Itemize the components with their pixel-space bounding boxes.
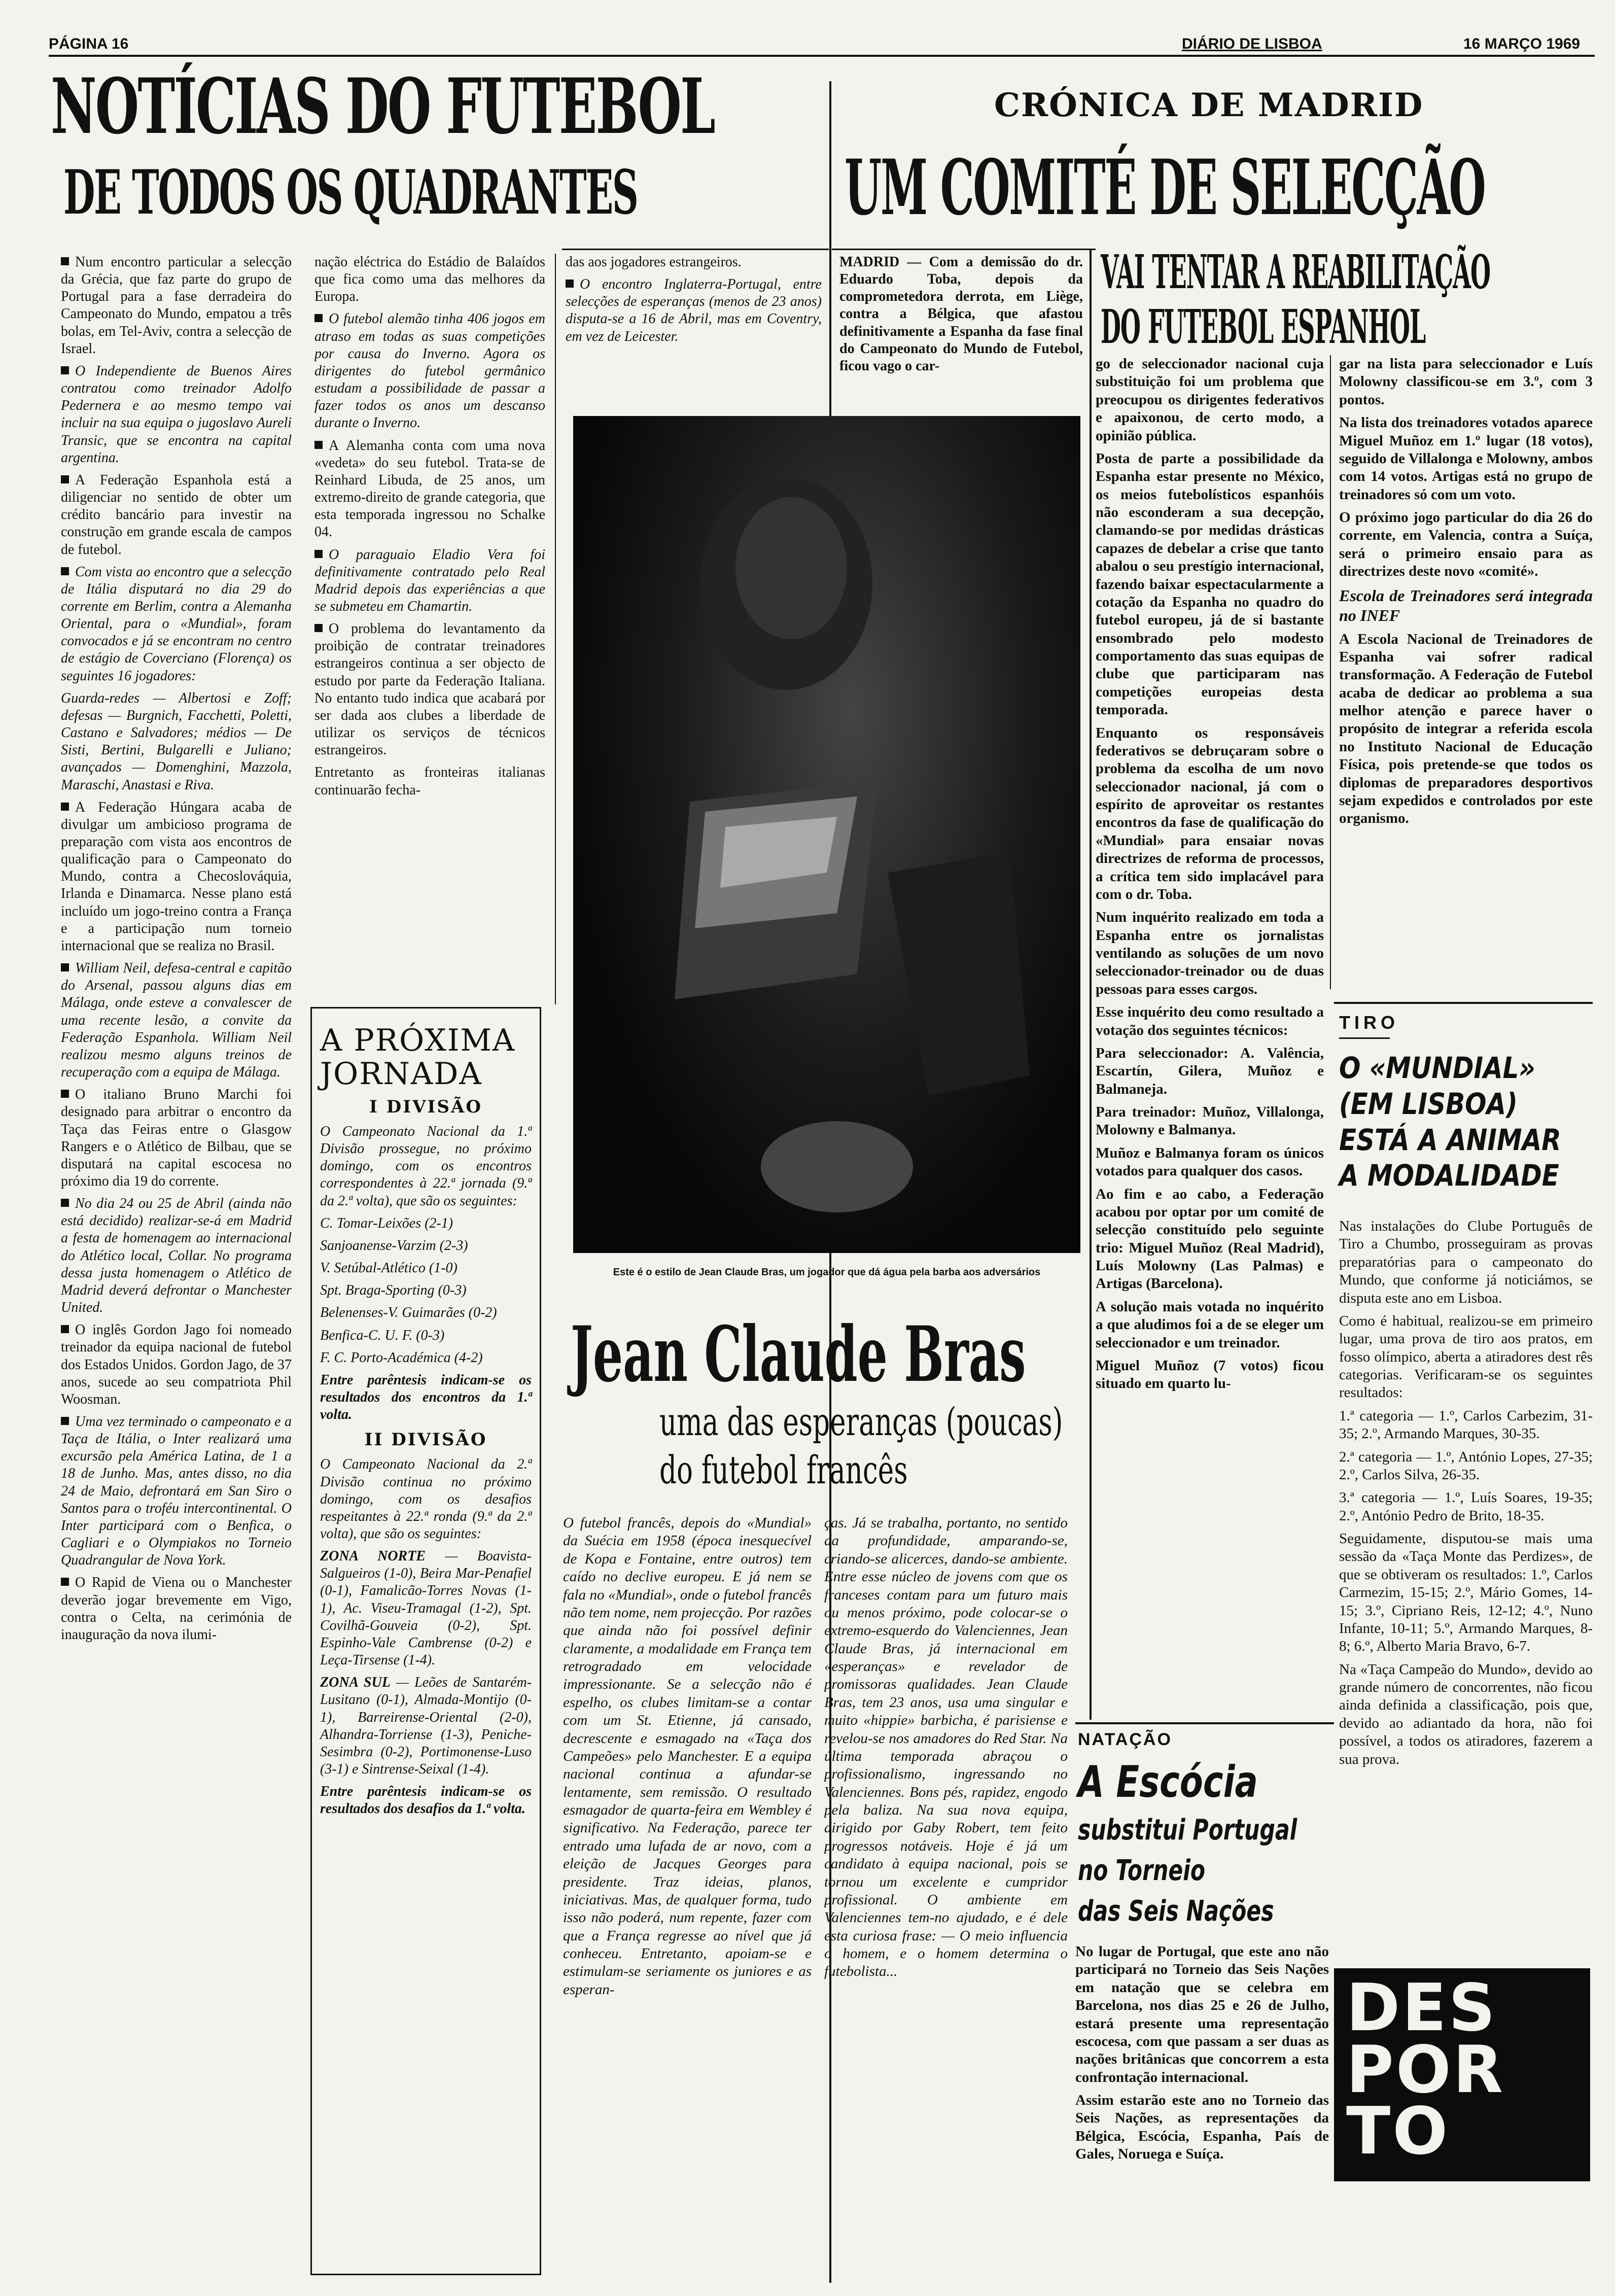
bullet-icon <box>61 963 69 971</box>
bullet-icon <box>61 257 69 265</box>
tiro-article <box>1339 1217 1593 1953</box>
tiro-paragraph: Como é habitual, realizou-se em primeiro lugar, uma prova de tiro aos pratos, em fosso olímpico, aberta a atiradores dest rês categorias. Verificaram-se os seguintes resultados: <box>1339 1312 1593 1401</box>
page-number: PÁGINA 16 <box>49 36 129 52</box>
division-2-label: II DIVISÃO <box>364 1430 487 1450</box>
brief-item: O italiano Bruno Marchi foi designado para arbitrar o encontro da Taça das Feiras entre o Glasgow Rangers e o Atlético de Bilbau, que se disputará na capital escocesa no próximo dia 19 do corrente. <box>61 1087 292 1189</box>
madrid-paragraph: Posta de parte a possibilidade da Espanha estar presente no México, os meios futebolísticos espanhóis não esconderam a sua decepção, clamando-se por medidas drásticas capazes de debelar a crise que tanto abalou o seu prestígio internacional, fazendo baixar espectacularmente a cotação da Espanha no quadro do futebol europeu, já de si bastante ensombrado pelo modesto comportamento das suas equipas de clube que participaram nas competições europeias desta temporada. <box>1096 450 1324 718</box>
madrid-headline: UM COMITÉ DE SELECÇÃO <box>845 143 1485 232</box>
bras-paragraph: ças. Já se trabalha, portanto, no sentido da profundidade, amparando-se, criando-se alicerces, dando-se ambiente. Entre esse núcleo de jovens com que os franceses contam para um futuro mais ou menos próximo, pode colocar-se o extremo-esquerdo do Valenciennes, Jean Claude Bras, já internacional em «esperanças» e revelador de promissoras qualidades. Jean Claude Bras, tem 23 anos, usa uma singular e muito «hippie» barbicha, é parisiense e revelou-se nos amadores do Red Star. Na última temporada abraçou o profissionalismo, ingressando no Valenciennes. Bons pés, rapidez, engodo pela baliza. Na sua nova equipa, dirigido por Gaby Robert, tem feito progressos notáveis. Hoje é já um candidato à equipa nacional, pois se tornou um excelente e cumpridor profissional. O ambiente em Valenciennes tem-no ajudado, e é dele esta curiosa frase: — O meio influencia o homem, e o homem determina o futebolista... <box>824 1515 1068 1980</box>
madrid-article-col1 <box>1096 355 1324 1699</box>
fixture: F. C. Porto-Académica (4-2) <box>320 1349 483 1366</box>
brief-item: O problema do levantamento da proibição de contratar treinadores estrangeiros continua a ser objecto de estudo por parte da Federação Italiana. No entanto tudo indica que acabará por ser dada aos clubes a liberdade de utilizar os serviços de técnicos estrangeiros. <box>314 621 545 758</box>
brief-item: William Neil, defesa-central e capitão do Arsenal, passou alguns dias em Málaga, onde esteve a convalescer de uma recente lesão, a convite da Federação Espanhola. William Neil realizou mesmo alguns treinos de recuperação com a equipa de Málaga. <box>61 960 292 1081</box>
brief-item: O Independiente de Buenos Aires contratou como treinador Adolfo Pedernera e ao mesmo tempo vai incluir na sua equipa o jugoslavo Aureli Transic, que se encontra na capital argentina. <box>61 363 292 466</box>
bras-subhead-2: do futebol francês <box>659 1447 908 1492</box>
natacao-headline-2: substitui Portugal <box>1078 1814 1297 1847</box>
briefs-column-1 <box>61 254 292 2278</box>
madrid-paragraph: gar na lista para seleccionador e Luís Molowny classificou-se em 3.º, com 3 pontos. <box>1339 356 1593 408</box>
zone-north-fixtures: — Boavista-Salgueiros (1-0), Beira Mar-Penafiel (0-1), Famalicão-Torres Novas (1-1), Ac. Viseu-Tramagal (1-2), Spt. Covilhã-Gouveia (0-2), Spt. Espinho-Vale Cambrense (0-2) e Leça-Tirsense (1-4). <box>320 1548 532 1668</box>
natacao-headline-4: das Seis Nações <box>1078 1895 1274 1928</box>
madrid-intro <box>839 254 1083 406</box>
brief-item: Num encontro particular a selecção da Grécia, que faz parte do grupo de Portugal para a fase derradeira do Campeonato do Mundo, empatou a três bolas, em Tel-Aviv, contra a selecção de Israel. <box>61 254 292 357</box>
brief-item: das aos jogadores estrangeiros. <box>566 254 742 270</box>
division-2-intro: O Campeonato Nacional da 2.ª Divisão continua no próximo domingo, com os desafios respeitantes à 22.ª ronda (9.ª da 2.ª volta), que são os seguintes: <box>320 1456 532 1542</box>
brief-item: O Rapid de Viena ou o Manchester deverão jogar brevemente em Vigo, contra o Celta, na cerimónia de inauguração da nova ilumi- <box>61 1575 292 1643</box>
fixture: Sanjoanense-Varzim (2-3) <box>320 1237 468 1254</box>
bullet-icon <box>61 803 69 811</box>
fixture: V. Setúbal-Atlético (1-0) <box>320 1260 458 1276</box>
natacao-headline-1: A Escócia <box>1078 1757 1258 1807</box>
bullet-icon <box>314 441 323 449</box>
brief-item: A Federação Espanhola está a diligenciar no sentido de obter um crédito bancário para investir na construção em grande escala de campos de futebol. <box>61 472 292 558</box>
brief-item: O inglês Gordon Jago foi nomeado treinador da equipa nacional de futebol dos Estados Unidos. Gordon Jago, de 37 anos, sucede ao seu compatriota Phil Woosman. <box>61 1322 292 1407</box>
madrid-subheading: Escola de Treinadores será integrada no INEF <box>1339 586 1593 624</box>
results-note: Entre parêntesis indicam-se os resultados dos desafios da 1.ª volta. <box>320 1784 532 1817</box>
natacao-headline-3: no Torneio <box>1078 1854 1206 1887</box>
division-1-content <box>320 1123 532 1423</box>
madrid-paragraph: A Escola Nacional de Treinadores de Espanha vai sofrer radical transformação. A Federação de Futebol acaba de dedicar ao problema a sua melhor atenção e parece haver o propósito de integrar a referida escola no Instituto Nacional de Educação Física, pois pretende-se que todos os diplomas de preparadores desportivos sejam expedidos e controlados por este organismo. <box>1339 631 1593 827</box>
zone-south-label: ZONA SUL <box>320 1675 391 1691</box>
bullet-icon <box>314 314 323 322</box>
fixture: C. Tomar-Leixões (2-1) <box>320 1215 453 1231</box>
results-note: Entre parêntesis indicam-se os resultados dos encontros da 1.ª volta. <box>320 1372 532 1423</box>
tiro-paragraph: 2.ª categoria — 1.º, António Lopes, 27-35; 2.º, Carlos Silva, 26-35. <box>1339 1448 1593 1483</box>
fixture: Spt. Braga-Sporting (0-3) <box>320 1282 467 1299</box>
madrid-paragraph: Para seleccionador: A. Valência, Escartín, Gilera, Muñoz e Balmaneja. <box>1096 1045 1324 1097</box>
brief-item: O encontro Inglaterra-Portugal, entre selecções de esperanças (menos de 23 anos) disputa-se a 16 de Abril, mas em Coventry, em vez de Leicester. <box>566 276 822 344</box>
natacao-article <box>1075 1943 1329 2278</box>
bras-article-col1 <box>563 1514 812 2275</box>
label-underline <box>1339 1037 1390 1039</box>
madrid-paragraph: Enquanto os responsáveis federativos se debruçaram sobre o problema da escolha de um novo seleccionador nacional, já com o espírito de aproveitar os restantes encontros da fase de qualificação do «Mundial» para ensaiar novas directrizes de reforma de processos, a crítica tem sido implacável para com o dr. Toba. <box>1096 724 1324 902</box>
newspaper-name: DIÁRIO DE LISBOA <box>1182 36 1322 52</box>
brief-item: nação eléctrica do Estádio de Balaídos que fica como uma das melhores da Europa. <box>314 254 545 305</box>
brief-item: A Federação Húngara acaba de divulgar um ambicioso programa de preparação com vista aos encontros de qualificação para o Campeonato do Mundo, contra a Checoslováquia, Irlanda e Dinamarca. Nesse plano está incluído um jogo-treino contra a França e a participação num torneio internacional que se realiza no Brasil. <box>61 799 292 954</box>
natacao-paragraph: Assim estarão este ano no Torneio das Seis Nações, as representações da Bélgica, Escócia, Espanha, País de Gales, Noruega e Suíça. <box>1075 2092 1329 2163</box>
bras-headline: Jean Claude Bras <box>571 1310 1026 1399</box>
column-divider <box>1330 355 1331 989</box>
briefs-column-3 <box>566 254 822 406</box>
brief-item: Guarda-redes — Albertosi e Zoff; defesas — Burgnich, Facchetti, Poletti, Castano e Salvadores; médios — De Sisti, Bertini, Bulgarelli e Juliano; avançados — Domenghini, Mazzola, Maraschi, Anastasi e Riva. <box>61 690 292 793</box>
brief-item: Uma vez terminado o campeonato e a Taça de Itália, o Inter realizará uma excursão pela América Latina, de 1 a 18 de Junho. Mas, antes disso, no dia 24 de Maio, defrontará em San Siro o Santos para o troféu intercontinental. O Inter participará com o Benfica, o Cagliari e o Olympiakos no Torneio Quadrangular de Nova York. <box>61 1414 292 1569</box>
madrid-subhead-1: VAI TENTAR A REABILITAÇÃO <box>1101 245 1491 299</box>
madrid-paragraph: Para treinador: Muñoz, Villalonga, Molowny e Balmanya. <box>1096 1104 1324 1138</box>
division-2-content <box>320 1456 532 1818</box>
natacao-paragraph: No lugar de Portugal, que este ano não participará no Torneio das Seis Nações em natação que se celebra em Barcelona, nos dias 25 e 26 de Julho, estará presente uma representação escocesa, com que passam a ser duas as nações britânicas que concorrem a esta confrontação internacional. <box>1075 1943 1329 2085</box>
brief-item: Com vista ao encontro que a selecção de Itália disputará no dia 29 do corrente em Berlim, contra a Alemanha Oriental, para o «Mundial», foram convocados e já se encontram no centro de estágio de Coverciano (Florença) os seguintes 16 jogadores: <box>61 564 292 684</box>
bullet-icon <box>566 280 574 288</box>
madrid-paragraph: O próximo jogo particular do dia 26 do corrente, em Valencia, contra a Suíça, será o primeiro ensaio para as directrizes deste novo «comité». <box>1339 509 1593 580</box>
section-rule <box>1075 1722 1334 1724</box>
bullet-icon <box>61 1417 69 1425</box>
bullet-icon <box>61 1090 69 1098</box>
section-rule <box>832 249 1096 250</box>
bras-article-col2 <box>824 1514 1068 2275</box>
madrid-paragraph: Num inquérito realizado em toda a Espanha entre os jornalistas ventilando as soluções de um novo seleccionador-treinador ou de duas pessoas para esses cargos. <box>1096 909 1324 997</box>
fixture: Benfica-C. U. F. (0-3) <box>320 1327 445 1343</box>
bullet-icon <box>61 475 69 483</box>
section-rule <box>562 249 829 250</box>
bras-subhead-1: uma das esperanças (poucas) <box>659 1399 1063 1444</box>
bullet-icon <box>314 624 323 632</box>
player-photo-illustration <box>573 416 1080 1253</box>
column-divider <box>555 254 556 1004</box>
madrid-paragraph: go de seleccionador nacional cuja substituição foi um problema que preocupou os dirigentes federativos e apaixonou, de certo modo, a opinião pública. <box>1096 356 1324 444</box>
badge-line: POR <box>1346 2032 1505 2108</box>
madrid-paragraph: Miguel Muñoz (7 votos) ficou situado em quarto lu- <box>1096 1357 1324 1392</box>
tiro-paragraph: Seguidamente, disputou-se mais uma sessão da «Taça Monte das Perdizes», de que se obtiveram os resultados: 1.º, Carlos Carmezim, 15-15; 2.º, Mário Gomes, 14-15; 3.º, Cipriano Reis, 12-12; 4.º, Nuno Infante, 10-11; 5.º, Armando Marques, 8-8; 6.º, Alberto Maria Bravo, 6-7. <box>1339 1530 1593 1655</box>
jean-claude-bras-photo <box>573 416 1080 1253</box>
bullet-icon <box>61 366 69 374</box>
madrid-kicker: CRÓNICA DE MADRID <box>994 86 1424 124</box>
madrid-paragraph: A solução mais votada no inquérito a que aludimos foi a de se eleger um seleccionador e um treinador. <box>1096 1298 1324 1351</box>
madrid-paragraph: Muñoz e Balmanya foram os únicos votados para qualquer dos casos. <box>1096 1144 1324 1179</box>
briefs-column-2 <box>314 254 545 999</box>
left-title-line2: DE TODOS OS QUADRANTES <box>63 157 638 228</box>
bullet-icon <box>61 1325 69 1333</box>
photo-caption: Este é o estilo de Jean Claude Bras, um jogador que dá água pela barba aos adversários <box>613 1267 1041 1278</box>
badge-line: DES <box>1346 1970 1497 2046</box>
brief-item: O futebol alemão tinha 406 jogos em atraso em todas as suas competições por causa do Inverno. Agora os dirigentes do futebol germânico estudam a possibilidade de passar a fazer todos os anos um descanso durante o Inverno. <box>314 311 545 431</box>
tiro-paragraph: 1.ª categoria — 1.º, Carlos Carbezim, 31-35; 2.º, Armando Marques, 30-35. <box>1339 1407 1593 1442</box>
madrid-subhead-2: DO FUTEBOL ESPANHOL <box>1101 299 1426 354</box>
tiro-paragraph: Nas instalações do Clube Português de Tiro a Chumbo, prosseguiram as provas preparatórias para o campeonato do Mundo, que conforme já noticiámos, se disputa este ano em Lisboa. <box>1339 1218 1593 1306</box>
bullet-icon <box>61 567 69 575</box>
desporto-section-badge <box>1334 1968 1590 2181</box>
next-round-title: A PRÓXIMA JORNADA <box>320 1023 516 1092</box>
tiro-paragraph: 3.ª categoria — 1.º, Luís Soares, 19-35; 2.º, António Pedro de Brito, 18-35. <box>1339 1489 1593 1524</box>
brief-item: No dia 24 ou 25 de Abril (ainda não está decidido) realizar-se-á em Madrid a festa de homenagem ao internacional do Atlético local, Collar. No programa dessa justa homenagem o Atlético de Madrid deverá defrontar o Manchester United. <box>61 1196 292 1316</box>
next-round-box <box>310 1007 541 2275</box>
badge-line: TO <box>1346 2094 1450 2170</box>
column-divider <box>1090 249 1092 1720</box>
left-title-line1: NOTÍCIAS DO FUTEBOL <box>51 62 715 151</box>
madrid-lead: MADRID — Com a demissão do dr. Eduardo Toba, depois da comprometedora derrota, em Liège, contra a Bélgica, que afastou definitivamente a Espanha da fase final do Campeonato do Mundo de Futebol, ficou vago o car- <box>839 254 1083 374</box>
madrid-article-col2 <box>1339 355 1593 989</box>
brief-item: Entretanto as fronteiras italianas continuarão fecha- <box>314 764 545 798</box>
zone-south-fixtures: — Leões de Santarém-Lusitano (0-1), Almada-Montijo (0-1), Barreirense-Oriental (2-0), Alhandra-Torriense (1-3), Peniche-Sesimbra (0-2), Portimonense-Luso (3-1) e Sintrense-Seixal (1-4). <box>320 1675 532 1777</box>
madrid-paragraph: Na lista dos treinadores votados aparece Miguel Muñoz em 1.º lugar (18 votos), seguido de Villalonga e Molowny, ambos com 14 votos. Artigas está no grupo de treinadores só com um voto. <box>1339 414 1593 503</box>
section-rule <box>1334 1002 1593 1004</box>
bras-paragraph: O futebol francês, depois do «Mundial» da Suécia em 1958 (época inesquecível de Kopa e Fontaine, entre outros) tem caído no declive europeu. E já nem se fala no «Mundial», onde o futebol francês não tem nome, nem projecção. Por razões que ainda não foi possível definir claramente, a modalidade em França tem retrogradado em velocidade impressionante. Se a selecção não é espelho, os clubes limitam-se a contar com um St. Etienne, já cansado, decrescente e esmagado na «Taça dos Campeões» pelo Manchester. E a equipa nacional continua a afundar-se lentamente, sem remissão. O resultado esmagador de quarta-feira em Wembley é significativo. Na Federação, parece ter entrado uma lufada de ar novo, com a eleição de Jacques Georges para presidente. Traz ideias, planos, iniciativas. Mas, de qualquer forma, tudo isso não poderá, num repente, fazer com que a França regresse ao nível que já conheceu. Entretanto, apoiam-se e estimulam-se seriamente os juniores e as esperan- <box>563 1515 812 1998</box>
bullet-icon <box>314 550 323 558</box>
tiro-paragraph: Na «Taça Campeão do Mundo», devido ao grande número de concorrentes, não ficou ainda definida a classificação, pois que, devido ao adiantado da hora, não foi possível, a todos os atiradores, fazerem a sua prova. <box>1339 1661 1593 1767</box>
bullet-icon <box>61 1199 69 1207</box>
fixture: Belenenses-V. Guimarães (0-2) <box>320 1305 497 1321</box>
bullet-icon <box>61 1578 69 1586</box>
madrid-paragraph: Esse inquérito deu como resultado a votação dos seguintes técnicos: <box>1096 1004 1324 1038</box>
natacao-label: NATAÇÃO <box>1078 1730 1172 1749</box>
header-rule <box>49 55 1595 57</box>
tiro-headline: O «MUNDIAL» (EM LISBOA) ESTÁ A ANIMAR A MODALIDADE <box>1339 1051 1561 1193</box>
zone-north-label: ZONA NORTE <box>320 1548 426 1564</box>
division-1-intro: O Campeonato Nacional da 1.ª Divisão prossegue, no próximo domingo, com os encontros correspondentes à 22.ª jornada (9.ª da 2.ª volta), que são os seguintes: <box>320 1124 532 1209</box>
brief-item: O paraguaio Eladio Vera foi definitivamente contratado pelo Real Madrid depois das experiências a que se submeteu em Chamartin. <box>314 546 545 614</box>
tiro-label: TIRO <box>1339 1012 1399 1033</box>
madrid-paragraph: Ao fim e ao cabo, a Federação acabou por optar por um comité de selecção constituído pelo seguinte trio: Miguel Muñoz (Real Madrid), Luís Molowny (Las Palmas) e Artigas (Barcelona). <box>1096 1186 1324 1292</box>
issue-date: 16 MARÇO 1969 <box>1463 36 1581 52</box>
brief-item: A Alemanha conta com uma nova «vedeta» do seu futebol. Trata-se de Reinhard Libuda, de 25 anos, um extremo-direito de grande categoria, que esta temporada ingressou no Schalke 04. <box>314 437 545 540</box>
division-1-label: I DIVISÃO <box>369 1097 482 1117</box>
